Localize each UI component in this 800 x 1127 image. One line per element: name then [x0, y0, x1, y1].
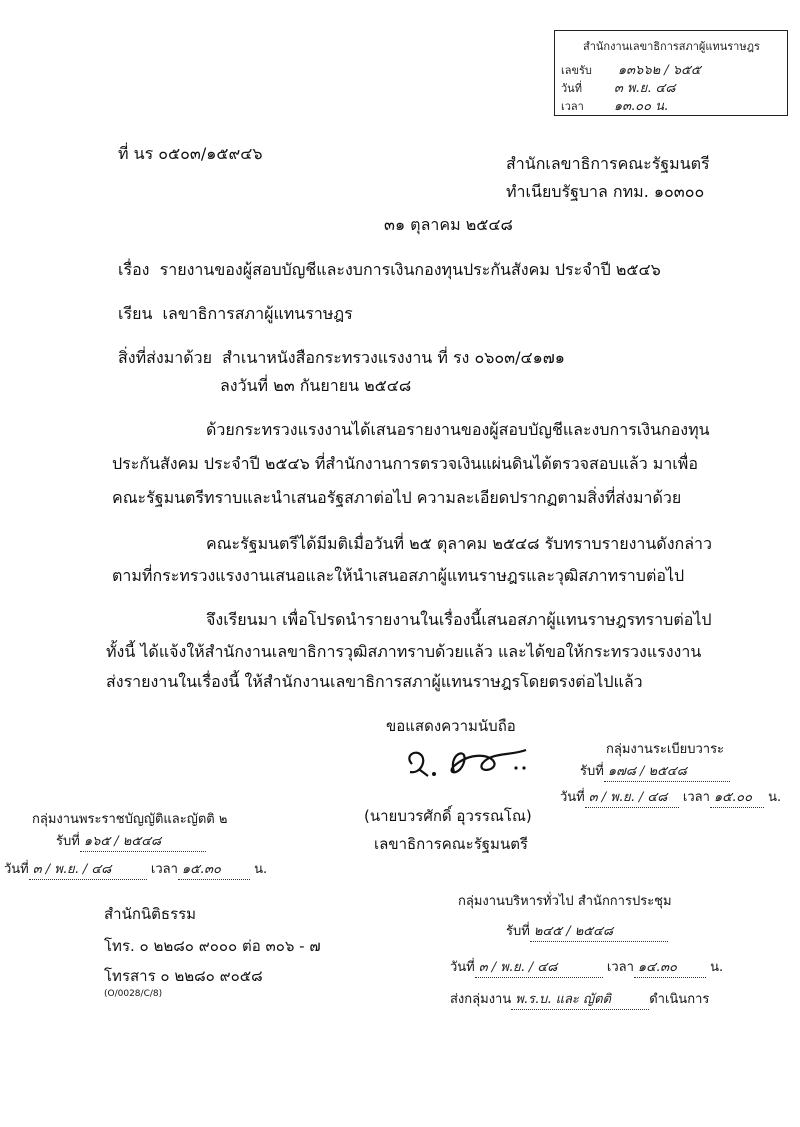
admin-stamp-title: กลุ่มงานบริหารทั่วไป สำนักการประชุม — [458, 894, 672, 909]
enclosure-date: ลงวันที่ ๒๓ กันยายน ๒๕๔๘ — [220, 376, 412, 395]
subject-label: เรื่อง — [118, 260, 150, 279]
footer-fax: โทรสาร ๐ ๒๒๘๐ ๙๐๕๘ — [104, 967, 263, 985]
signer-title: เลขาธิการคณะรัฐมนตรี — [374, 835, 528, 853]
receipt-stamp-row: เลขรับ ๑๓๖๖๒ / ๖๕๕ — [561, 63, 701, 78]
agenda-stamp-date: วันที่ ๓ / พ.ย. / ๔๘ เวลา ๑๕.๐๐ น. — [560, 786, 781, 808]
closing-salutation: ขอแสดงความนับถือ — [386, 717, 516, 735]
decree-stamp-receive: รับที่ ๑๖๕ / ๒๕๔๘ — [56, 830, 206, 852]
agenda-stamp-title: กลุ่มงานระเบียบวาระ — [606, 742, 725, 757]
admin-stamp-forward: ส่งกลุ่มงาน พ.ร.บ. และ ญัตติ ดำเนินการ — [450, 988, 709, 1010]
body-paragraph-line: ตามที่กระทรวงแรงงานเสนอและให้นำเสนอสภาผู้แทนราษฎรและวุฒิสภาทราบต่อไป — [112, 566, 685, 585]
body-paragraph-line: คณะรัฐมนตรีทราบและนำเสนอรัฐสภาต่อไป ความละเอียดปรากฏตามสิ่งที่ส่งมาด้วย — [112, 488, 682, 507]
admin-stamp-date: วันที่ ๓ / พ.ย. / ๔๘ เวลา ๑๔.๓๐ น. — [450, 956, 723, 978]
receipt-stamp-row: วันที่ ๓ พ.ย. ๔๘ — [561, 81, 676, 96]
subject-text: รายงานของผู้สอบบัญชีและงบการเงินกองทุนประกันสังคม ประจำปี ๒๕๔๖ — [159, 260, 661, 279]
issuing-office: สำนักเลขาธิการคณะรัฐมนตรี — [506, 154, 710, 173]
enclosure-text: สำเนาหนังสือกระทรวงแรงงาน ที่ รง ๐๖๐๓/๔๑๗๑ — [222, 348, 565, 367]
subject-line — [118, 258, 661, 283]
recipient-line — [118, 302, 353, 327]
signature-mark — [398, 742, 548, 788]
admin-stamp-receive: รับที่ ๒๔๕ / ๒๕๔๘ — [506, 920, 668, 942]
enclosure-label: สิ่งที่ส่งมาด้วย — [118, 348, 212, 367]
recipient-text: เลขาธิการสภาผู้แทนราษฎร — [162, 304, 353, 323]
body-paragraph-line: คณะรัฐมนตรีได้มีมติเมื่อวันที่ ๒๕ ตุลาคม ๒๕๔๘ รับทราบรายงานดังกล่าว — [206, 534, 712, 553]
agenda-stamp-receive: รับที่ ๑๗๘ / ๒๕๔๘ — [580, 760, 730, 782]
body-paragraph-line: ทั้งนี้ ได้แจ้งให้สำนักงานเลขาธิการวุฒิสภาทราบด้วยแล้ว และได้ขอให้กระทรวงแรงงาน — [106, 642, 702, 661]
footer-department: สำนักนิติธรรม — [104, 905, 197, 923]
receipt-stamp-title: สำนักงานเลขาธิการสภาผู้แทนราษฎร — [583, 40, 760, 53]
decree-stamp-date: วันที่ ๓ / พ.ย. / ๔๘ เวลา ๑๕.๓๐ น. — [4, 858, 267, 880]
recipient-label: เรียน — [118, 304, 153, 323]
document-number: ที่ นร ๐๕๐๓/๑๕๙๔๖ — [118, 144, 263, 163]
receipt-stamp-row: เวลา ๑๓.๐๐ น. — [561, 99, 669, 114]
form-code: (O/0028/C/8) — [104, 989, 163, 999]
document-date: ๓๑ ตุลาคม ๒๕๔๘ — [384, 215, 513, 234]
body-paragraph-line: จึงเรียนมา เพื่อโปรดนำรายงานในเรื่องนี้เสนอสภาผู้แทนราษฎรทราบต่อไป — [206, 610, 712, 629]
body-paragraph-line: ส่งรายงานในเรื่องนี้ ให้สำนักงานเลขาธิการสภาผู้แทนราษฎรโดยตรงต่อไปแล้ว — [106, 672, 643, 691]
receipt-stamp — [554, 30, 788, 116]
enclosure-line — [118, 346, 565, 371]
body-paragraph-line: ประกันสังคม ประจำปี ๒๕๔๖ ที่สำนักงานการตรวจเงินแผ่นดินได้ตรวจสอบแล้ว มาเพื่อ — [112, 454, 698, 473]
body-paragraph-line: ด้วยกระทรวงแรงงานได้เสนอรายงานของผู้สอบบัญชีและงบการเงินกองทุน — [206, 420, 710, 439]
decree-stamp-title: กลุ่มงานพระราชบัญญัติและญัตติ ๒ — [32, 812, 228, 827]
signer-name: (นายบวรศักดิ์ อุวรรณโณ) — [364, 807, 532, 825]
office-address: ทำเนียบรัฐบาล กทม. ๑๐๓๐๐ — [506, 182, 705, 201]
footer-phone: โทร. ๐ ๒๒๘๐ ๙๐๐๐ ต่อ ๓๐๖ - ๗ — [104, 937, 321, 955]
